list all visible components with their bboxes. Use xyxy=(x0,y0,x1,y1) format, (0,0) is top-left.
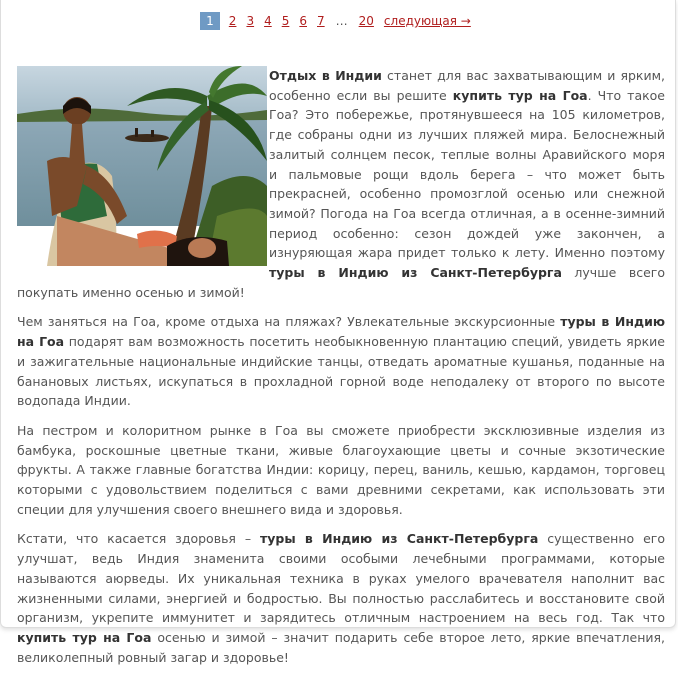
page-link-2[interactable]: 2 xyxy=(228,14,237,28)
paragraph-text: существенно его улучшат, ведь Индия знаменита своими особыми лечебными программами, которые называются аюрведы. Их уникальная техника в руках умелого врачевателя наполнит вас жизненными силами, энергией и бодростью. Вы полностью расслабитесь и восстановите свой организм, укрепите иммунитет и зарядитесь отличным настроением на весь год. Так что xyxy=(17,531,665,626)
page-current: 1 xyxy=(200,12,220,30)
keyword-tours-spb: туры в Индию из Санкт-Петербурга xyxy=(269,265,562,281)
keyword-buy-goa-tour: купить тур на Гоа xyxy=(17,629,152,645)
paragraph-4 xyxy=(17,529,665,667)
paragraph-text: подарят вам возможность посетить необыкновенную плантацию специй, увидеть яркие и зажигательные национальные индийские танцы, отведать ароматные кушанья, поданные на банановых листьях, искупаться в прохладной горной воде неподалеку от второго по высоте водопада Индии. xyxy=(17,334,665,409)
paragraph-text: На пестром и колоритном рынке в Гоа вы сможете приобрести эксклюзивные изделия из бамбука, роскошные цветные ткани, живые благоухающие цветы и сочные экзотические фрукты. А также главные богатства Индии: корицу, перец, ваниль, кешью, кардамон, торговец которыми с удовольствием поделиться с вами древними секретами, как использовать эти специи для улучшения своего внешнего вида и здоровья. xyxy=(17,422,665,517)
paragraph-1 xyxy=(17,66,665,302)
pagination xyxy=(1,12,675,30)
page-link-7[interactable]: 7 xyxy=(317,14,325,28)
paragraph-3 xyxy=(17,421,665,520)
page-link-3[interactable]: 3 xyxy=(246,14,255,28)
page-link-6[interactable]: 6 xyxy=(299,14,307,28)
page-link-last[interactable]: 20 xyxy=(358,14,374,28)
paragraph-text: Чем заняться на Гоа, кроме отдыха на пляжах? Увлекательные экскурсионные xyxy=(17,314,561,330)
paragraph-text: Кстати, что касается здоровья – xyxy=(17,531,260,547)
page-link-4[interactable]: 4 xyxy=(264,14,272,28)
massage-photo xyxy=(17,66,267,266)
keyword-tours-spb: туры в Индию из Санкт-Петербурга xyxy=(260,531,539,547)
paragraph-text: осенью и зимой – значит подарить себе второе лето, яркие впечатления, великолепный ровный загар и здоровье! xyxy=(17,629,665,665)
keyword-buy-goa-tour: купить тур на Гоа xyxy=(452,87,588,103)
paragraph-text: станет для вас захватывающим и ярким, особенно если вы решите xyxy=(269,68,665,103)
page-link-5[interactable]: 5 xyxy=(281,14,290,28)
article-image xyxy=(17,66,267,266)
page-ellipsis: … xyxy=(335,14,348,28)
paragraph-text: . Что такое Гоа? Это побережье, протянувшееся на 105 километров, где собраны одни из лучших пляжей мира. Белоснежный залитый солнцем песок, теплые волны Аравийского моря и пальмовые рощи вдоль берега – что может быть прекрасней, особенно промозглой осенью или снежной зимой? Погода на Гоа всегда отличная, а в осенне-зимний период особенно: сезон дождей уже закончен, а изнуряющая жара придет только к лету. Именно поэтому xyxy=(269,87,666,261)
next-page-link[interactable]: следующая → xyxy=(383,14,471,28)
article-body xyxy=(17,66,665,677)
link-text-otdyh-v-indii: Отдых в Индии xyxy=(269,68,382,83)
paragraph-text: лучше всего покупать именно осенью и зимой! xyxy=(17,265,665,300)
paragraph-2 xyxy=(17,312,665,411)
keyword-tours-goa: туры в Индию на Гоа xyxy=(17,314,665,350)
